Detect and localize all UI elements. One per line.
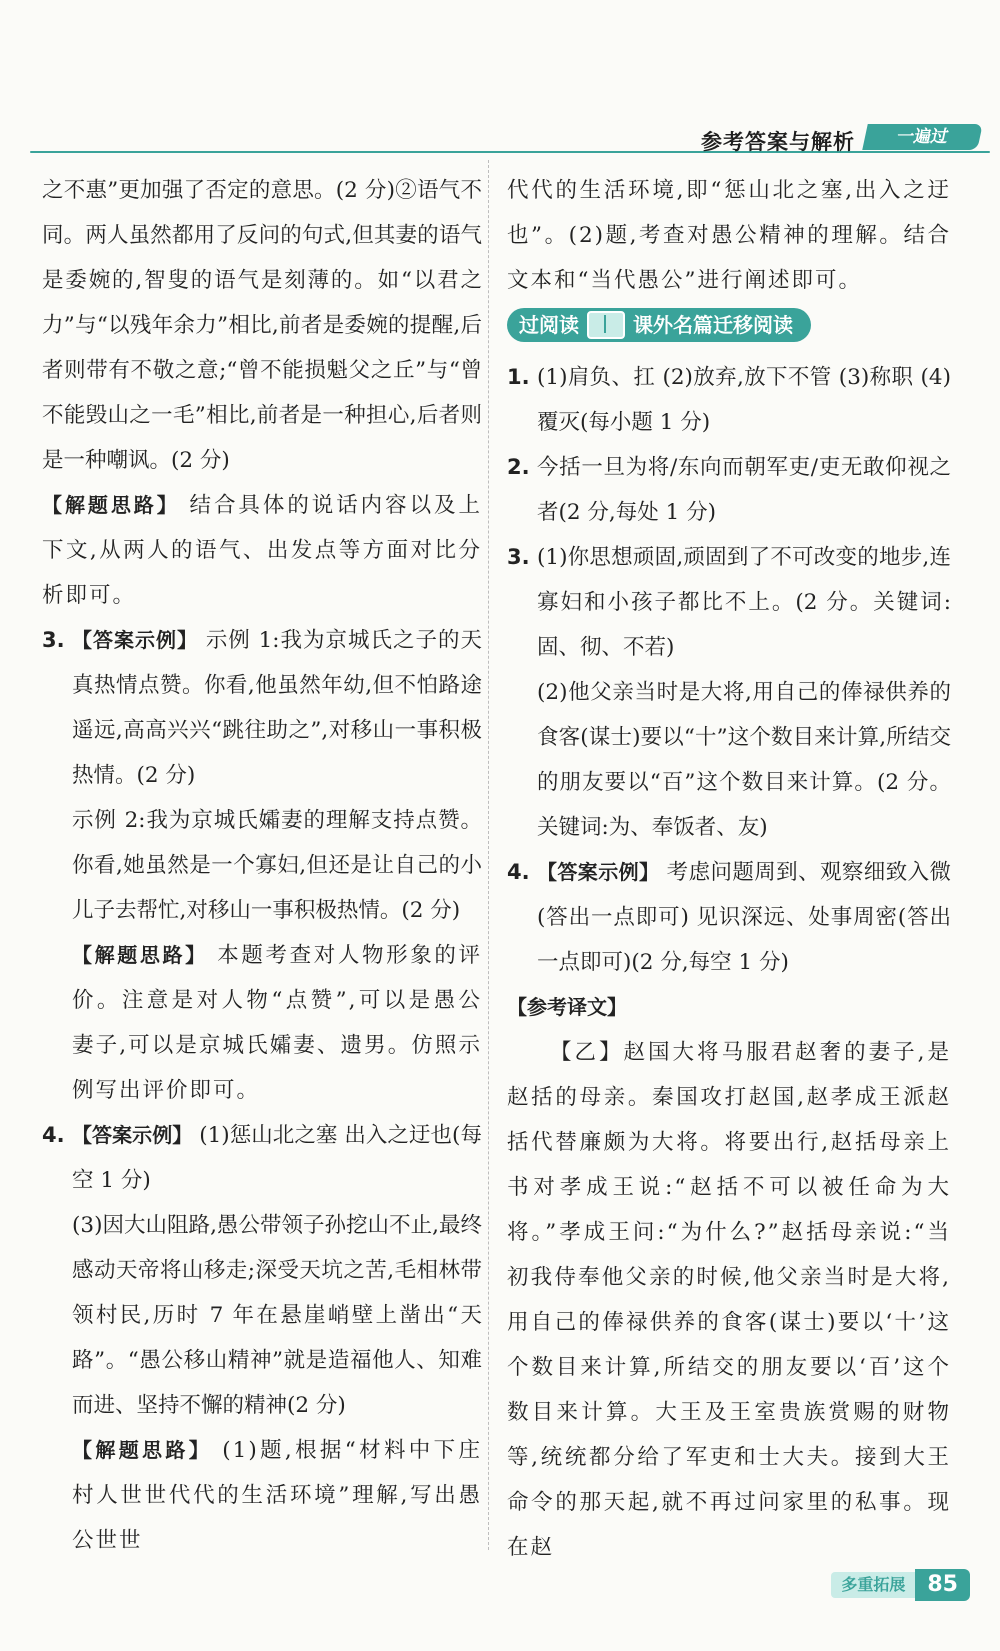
tip-text: 本题考查对人物形象的评价。注意是对人物“点赞”,可以是愚公妻子,可以是京城氏孀妻、遗男。仿照示例写出评价即可。 xyxy=(72,943,482,1103)
answer-2 xyxy=(507,445,951,535)
answer-tag: 【答案示例】 xyxy=(72,628,198,652)
column-divider xyxy=(488,160,489,1550)
page-number: 85 xyxy=(915,1569,970,1601)
answer-text: 考虑问题周到、观察细致入微(答出一点即可) 见识深远、处事周密(答出一点即可)(2 分,每空 1 分) xyxy=(537,860,951,975)
tip-text: (1)题,根据“材料中下庄村人世世代代的生活环境”理解,写出愚公世世 xyxy=(72,1438,482,1553)
question-4 xyxy=(42,1113,482,1563)
tip-text: 结合具体的说话内容以及上下文,从两人的语气、出发点等方面对比分析即可。 xyxy=(42,493,482,608)
answer-part-3: (3)因大山阻路,愚公带领子孙挖山不止,最终感动天帝将山移走;深受天坑之苦,毛相林带领村民,历时 7 年在悬崖峭壁上凿出“天路”。“愚公移山精神”就是造福他人、知难而进、坚持不懈的精神(2 分) xyxy=(72,1213,482,1418)
answer-1 xyxy=(507,355,951,445)
answer-example xyxy=(72,618,482,798)
question-number: 3. xyxy=(42,628,65,652)
translation-heading xyxy=(507,985,951,1030)
left-column xyxy=(42,168,482,1571)
footer-label: 多重拓展 xyxy=(831,1572,915,1598)
answer-tag: 【答案示例】 xyxy=(537,860,660,884)
answer-text: (1)你思想顽固,顽固到了不可改变的地步,连寡妇和小孩子都比不上。(2 分。关键词:固、彻、不若) xyxy=(537,545,951,660)
tip-continuation: 代代的生活环境,即“惩山北之塞,出入之迂也”。(2)题,考查对愚公精神的理解。结合文本和“当代愚公”进行阐述即可。 xyxy=(507,178,951,293)
answer-number: 1. xyxy=(507,365,530,389)
answer-paragraph: 之不惠”更加强了否定的意思。(2 分)②语气不同。两人虽然都用了反问的句式,但其妻的语气是委婉的,智叟的语气是刻薄的。如“以君之力”与“以残年余力”相比,前者是委婉的提醒,后者则带有不敬之意;“曾不能损魁父之丘”与“曾不能毁山之一毛”相比,前者是一种担心,后者则是一种嘲讽。(2 分) xyxy=(42,178,482,473)
answer-tag: 【答案示例】 xyxy=(72,1123,193,1147)
answer-text: 今括一旦为将/东向而朝军吏/吏无敢仰视之者(2 分,每处 1 分) xyxy=(537,455,951,525)
tip-paragraph xyxy=(42,483,482,618)
page-footer xyxy=(831,1569,970,1601)
translation-tag: 【参考译文】 xyxy=(507,995,627,1019)
answer-text: (1)惩山北之塞 出入之迂也(每空 1 分) xyxy=(72,1123,482,1193)
page-header xyxy=(0,118,1000,158)
answer-example-2: 示例 2:我为京城氏孀妻的理解支持点赞。你看,她虽然是一个寡妇,但还是让自己的小儿子去帮忙,对移山一事积极热情。(2 分) xyxy=(72,808,482,923)
tip-tag: 【解题思路】 xyxy=(42,493,180,517)
tip-paragraph xyxy=(72,1428,482,1563)
tip-tag: 【解题思路】 xyxy=(72,943,208,967)
header-badge: 一遍过 xyxy=(862,124,983,150)
section-banner xyxy=(507,307,951,343)
answer-number: 4. xyxy=(507,860,530,884)
answer-4 xyxy=(507,850,951,985)
section-pill xyxy=(507,308,811,342)
answer-text: (1)肩负、扛 (2)放弃,放下不管 (3)称职 (4)覆灭(每小题 1 分) xyxy=(537,365,951,435)
translation-text: 【乙】赵国大将马服君赵奢的妻子,是赵括的母亲。秦国攻打赵国,赵孝成王派赵括代替廉颇为大将。将要出行,赵括母亲上书对孝成王说:“赵括不可以被任命为大将。”孝成王问:“为什么?”赵括母亲说:“当初我侍奉他父亲的时候,他父亲当时是大将,用自己的俸禄供养的食客(谋士)要以‘十’这个数目来计算,所结交的朋友要以‘百’这个数目来计算。大王及王室贵族赏赐的财物等,统统都分给了军吏和士大夫。接到大王命令的那天起,就不再过问家里的私事。现在赵 xyxy=(507,1040,951,1560)
tip-tag: 【解题思路】 xyxy=(72,1438,213,1462)
answer-text: 示例 1:我为京城氏之子的天真热情点赞。你看,他虽然年幼,但不怕路途遥远,高高兴兴“跳往助之”,对移山一事积极热情。(2 分) xyxy=(72,628,482,788)
answer-number: 2. xyxy=(507,455,530,479)
answer-example xyxy=(537,850,951,985)
book-icon xyxy=(587,311,625,339)
question-3 xyxy=(42,618,482,1113)
answer-example xyxy=(72,1113,482,1203)
banner-right-label: 课外名篇迁移阅读 xyxy=(633,312,793,337)
tip-paragraph xyxy=(72,933,482,1113)
header-title: 参考答案与解析 xyxy=(701,130,855,154)
answer-part-2: (2)他父亲当时是大将,用自己的俸禄供养的食客(谋士)要以“十”这个数目来计算,所结交的朋友要以“百”这个数目来计算。(2 分。关键词:为、奉饭者、友) xyxy=(537,680,951,840)
answer-3 xyxy=(507,535,951,850)
right-column xyxy=(507,168,951,1571)
question-number: 4. xyxy=(42,1123,65,1147)
answer-number: 3. xyxy=(507,545,530,569)
banner-left-label: 过阅读 xyxy=(519,312,579,337)
